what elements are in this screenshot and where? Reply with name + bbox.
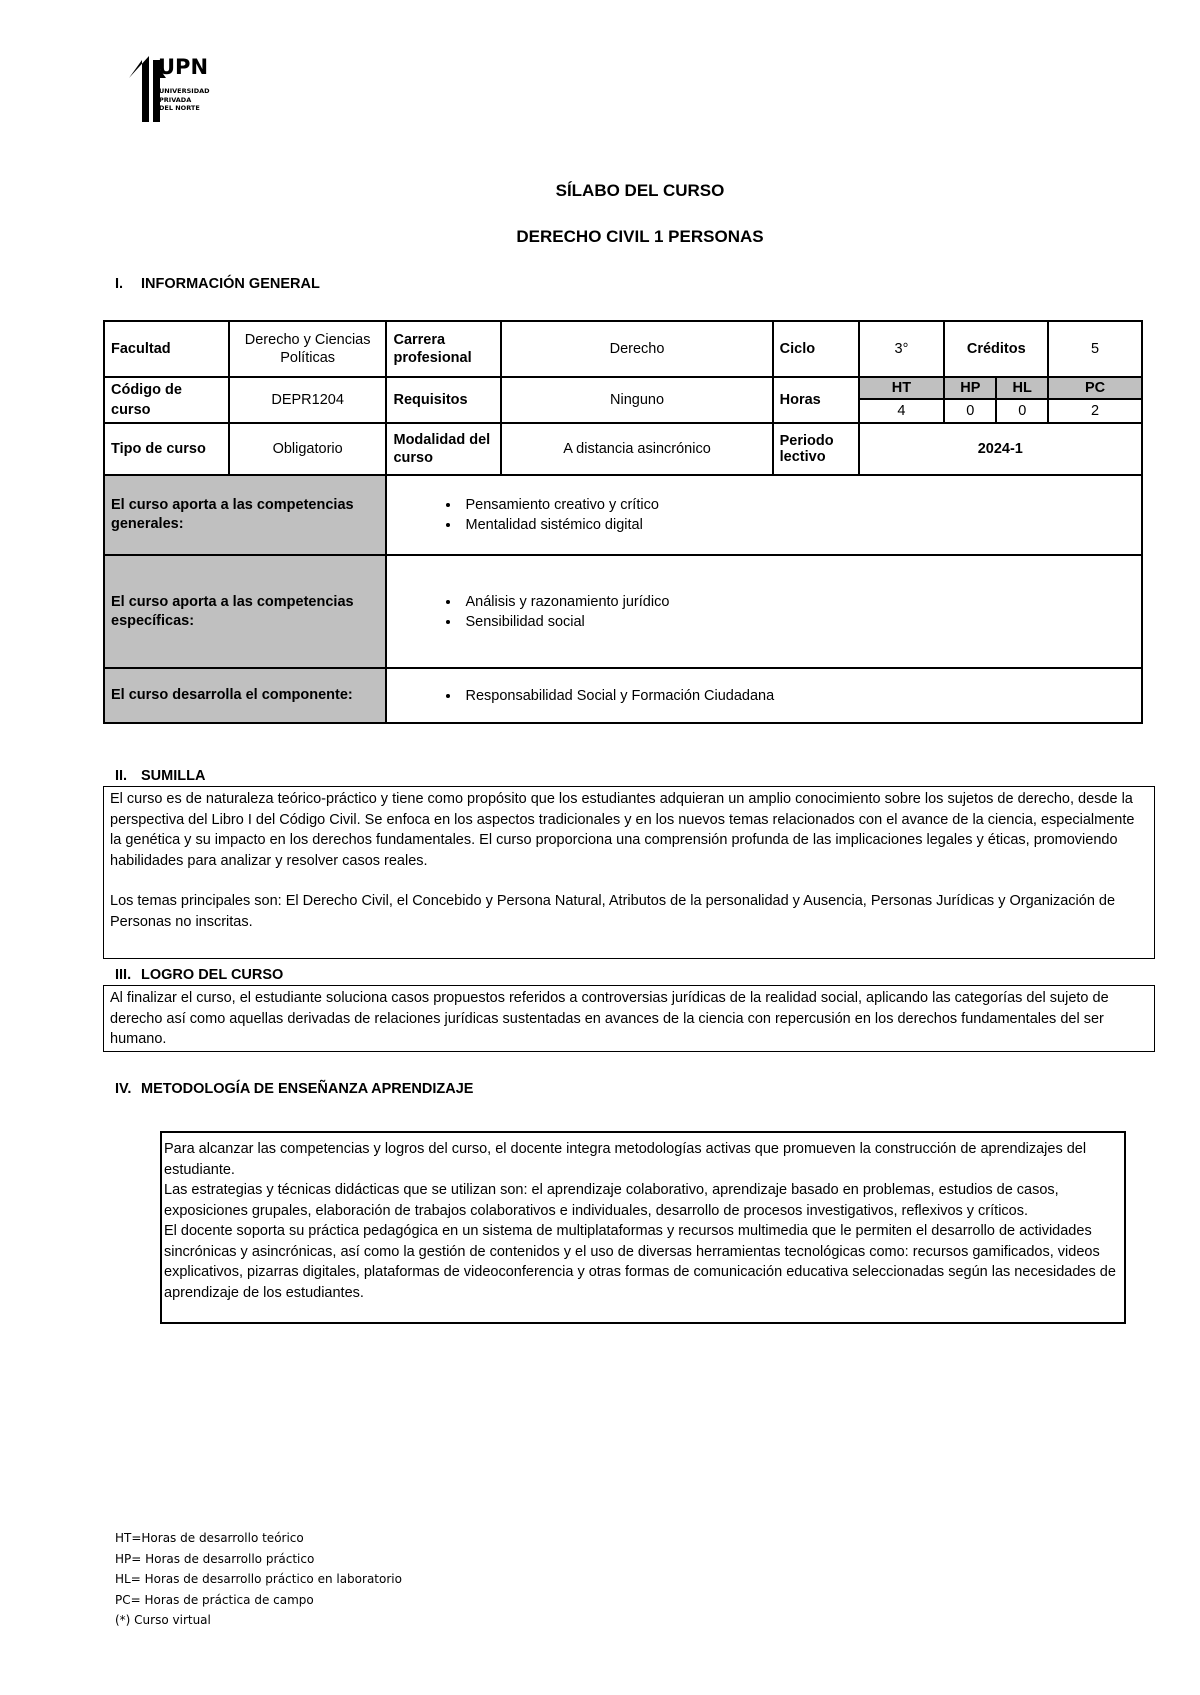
logro-box bbox=[103, 985, 1155, 1052]
footnote-hl: HL= Horas de desarrollo práctico en laboratorio bbox=[115, 1572, 402, 1586]
codigo-label: Código de curso bbox=[104, 377, 229, 423]
hours-header-ht: HT bbox=[859, 377, 945, 399]
general-info-table bbox=[103, 320, 1143, 724]
logo-subtitle: UNIVERSIDAD PRIVADA DEL NORTE bbox=[159, 87, 210, 112]
ciclo-value: 3° bbox=[859, 321, 945, 377]
facultad-label: Facultad bbox=[104, 321, 229, 377]
list-item: • Responsabilidad Social y Formación Ciudadana bbox=[461, 686, 1135, 706]
creditos-label: Créditos bbox=[944, 321, 1048, 377]
list-item: • Sensibilidad social bbox=[461, 612, 1135, 632]
creditos-value: 5 bbox=[1048, 321, 1142, 377]
hours-header-pc: PC bbox=[1048, 377, 1142, 399]
comp-generales-list bbox=[393, 495, 1135, 535]
footnote-virtual: (*) Curso virtual bbox=[115, 1613, 211, 1627]
tipo-value: Obligatorio bbox=[229, 423, 387, 475]
hours-value-hl: 0 bbox=[996, 399, 1048, 423]
metodologia-paragraph-2: Las estrategias y técnicas didácticas que se utilizan son: el aprendizaje colaborativo, aprendizaje basado en problemas, estudios de casos, exposiciones grupales, elaboración de trabajos colaborativos e individuales, desarrollo de procesos investigativos, reflexivos y críticos. bbox=[164, 1182, 1059, 1219]
hours-value-hp: 0 bbox=[944, 399, 996, 423]
hours-value-pc: 2 bbox=[1048, 399, 1142, 423]
footnote-pc: PC= Horas de práctica de campo bbox=[115, 1592, 314, 1607]
modalidad-label: Modalidad del curso bbox=[386, 423, 501, 475]
metodologia-paragraph-3: El docente soporta su práctica pedagógica en un sistema de multiplataformas y recursos multimedia que le permiten el desarrollo de actividades sincrónicas y asincrónicas, así como la gestión de contenidos y el uso de diversas herramientas tecnológicas como: recursos gamificados, videos explicativos, pizarras digitales, plataformas de videoconferencia y otras formas de comunicación educativa seleccionadas según las necesidades de aprendizaje de los estudiantes. bbox=[164, 1223, 1116, 1301]
logro-text: Al finalizar el curso, el estudiante soluciona casos propuestos referidos a controversias jurídicas de la realidad social, aplicando las categorías del sujeto de derecho así como aquellas derivadas de relaciones jurídicas sustentadas en avances de la ciencia con repercusión en los derechos fundamentales del ser humano. bbox=[110, 990, 1109, 1047]
componente-label: El curso desarrolla el componente: bbox=[104, 668, 386, 723]
comp-especificas-cell bbox=[386, 555, 1142, 668]
tipo-label: Tipo de curso bbox=[104, 423, 229, 475]
logo-name: UPN bbox=[158, 55, 209, 79]
carrera-value: Derecho bbox=[501, 321, 772, 377]
sumilla-paragraph-1: El curso es de naturaleza teórico-práctico y tiene como propósito que los estudiantes adquieran un amplio conocimiento sobre los sujetos de derecho, desde la perspectiva del Libro I del Código Civil. Se enfoca en los aspectos tradicionales y en los nuevos temas relacionados con el avance de la ciencia, especialmente la genética y su impacto en los derechos fundamentales. El curso proporciona una comprensión profunda de las implicaciones legales y éticas, promoviendo habilidades para analizar y resolver casos reales. bbox=[110, 791, 1135, 869]
footnotes bbox=[115, 1528, 402, 1631]
section-2-heading: II. SUMILLA bbox=[115, 768, 206, 784]
hours-header-hl: HL bbox=[996, 377, 1048, 399]
metodologia-box bbox=[160, 1131, 1126, 1324]
section-1-heading: I. INFORMACIÓN GENERAL bbox=[115, 276, 320, 292]
periodo-value: 2024-1 bbox=[859, 423, 1142, 475]
footnote-ht: HT=Horas de desarrollo teórico bbox=[115, 1531, 304, 1545]
list-item: • Mentalidad sistémico digital bbox=[461, 515, 1135, 535]
periodo-label: Periodo lectivo bbox=[773, 423, 859, 475]
hours-header-hp: HP bbox=[944, 377, 996, 399]
footnote-hp: HP= Horas de desarrollo práctico bbox=[115, 1551, 315, 1566]
comp-especificas-label: El curso aporta a las competencias específicas: bbox=[104, 555, 386, 668]
list-item: • Análisis y razonamiento jurídico bbox=[461, 592, 1135, 612]
codigo-value: DEPR1204 bbox=[229, 377, 387, 423]
comp-especificas-list bbox=[393, 592, 1135, 632]
ciclo-label: Ciclo bbox=[773, 321, 859, 377]
requisitos-label: Requisitos bbox=[386, 377, 501, 423]
facultad-value: Derecho y Ciencias Políticas bbox=[229, 321, 387, 377]
sumilla-paragraph-2: Los temas principales son: El Derecho Civil, el Concebido y Persona Natural, Atributos de la personalidad y Ausencia, Personas Jurídicas y Organización de Personas no inscritas. bbox=[110, 893, 1116, 930]
horas-label: Horas bbox=[773, 377, 859, 423]
metodologia-paragraph-1: Para alcanzar las competencias y logros del curso, el docente integra metodologías activas que promueven la construcción de aprendizajes del estudiante. bbox=[164, 1141, 1087, 1178]
section-4-heading: IV. METODOLOGÍA DE ENSEÑANZA APRENDIZAJE bbox=[115, 1081, 474, 1097]
modalidad-value: A distancia asincrónico bbox=[501, 423, 772, 475]
comp-generales-label: El curso aporta a las competencias generales: bbox=[104, 475, 386, 555]
course-name: DERECHO CIVIL 1 PERSONAS bbox=[516, 227, 764, 246]
section-3-heading: III. LOGRO DEL CURSO bbox=[115, 967, 284, 983]
componente-cell bbox=[386, 668, 1142, 723]
sumilla-box bbox=[103, 786, 1155, 959]
hours-value-ht: 4 bbox=[859, 399, 945, 423]
componente-list bbox=[393, 686, 1135, 706]
page-title: SÍLABO DEL CURSO bbox=[555, 181, 725, 200]
comp-generales-cell bbox=[386, 475, 1142, 555]
list-item: • Pensamiento creativo y crítico bbox=[461, 495, 1135, 515]
requisitos-value: Ninguno bbox=[501, 377, 772, 423]
carrera-label: Carrera profesional bbox=[386, 321, 501, 377]
